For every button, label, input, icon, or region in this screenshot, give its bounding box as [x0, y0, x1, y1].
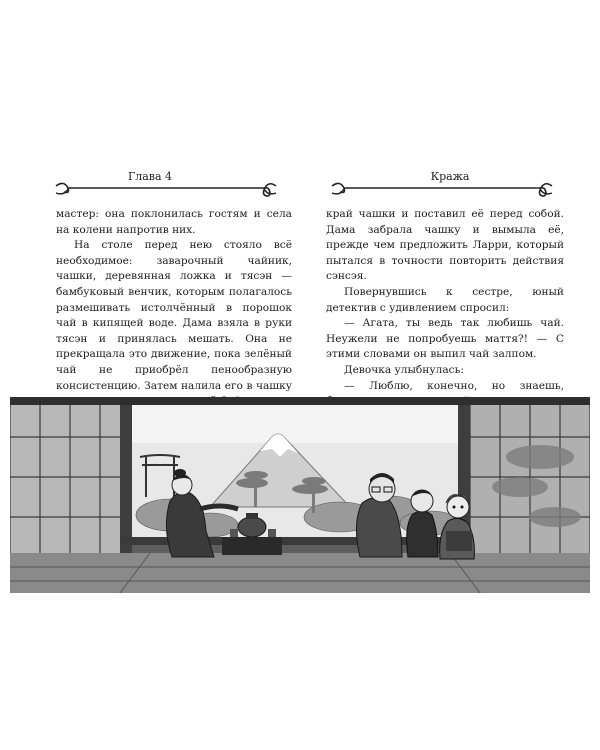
ornament-divider-icon: [322, 178, 562, 202]
paragraph: Повернувшись к сестре, юный детектив с удивлением спросил:: [326, 285, 564, 314]
paragraph: На столе перед нею стояло всё необходимое: заварочный чайник, чашки, деревянная ложка и тясэн — бамбуковый венчик, которым полагалось размешивать истолчённый в порошок чай в кипящей воде. Дама взяла в руки тясэн и принялась мешать. Она не прекращала это движение, пока зелёный чай не приобрёл пенообразную консистенцию. Затем налила его в чашку: [56, 239, 292, 392]
paragraph: — Агата, ты ведь так любишь чай. Неужели не попробуешь маття?! — С этими словами он выпил чай залпом.: [326, 317, 564, 361]
paragraph: край чашки и поставил её перед собой. Дама забрала чашку и вымыла её, прежде чем предложить Ларри, который пытался в точности повторить действия сэнсэя.: [326, 208, 564, 283]
tea-ceremony-scene-icon: [10, 397, 590, 593]
paragraph: Девочка улыбнулась:: [344, 363, 464, 376]
running-head-left: Глава 4: [127, 170, 173, 183]
running-head-right: Кража: [430, 170, 470, 183]
ornament-divider-icon: [46, 178, 286, 202]
paragraph: мастер: она поклонилась гостям и села на колени напротив них.: [56, 208, 292, 236]
tea-ceremony-illustration: [10, 397, 590, 593]
right-page: [300, 0, 600, 750]
paragraph: — Люблю, конечно, но знаешь,: [344, 379, 564, 392]
